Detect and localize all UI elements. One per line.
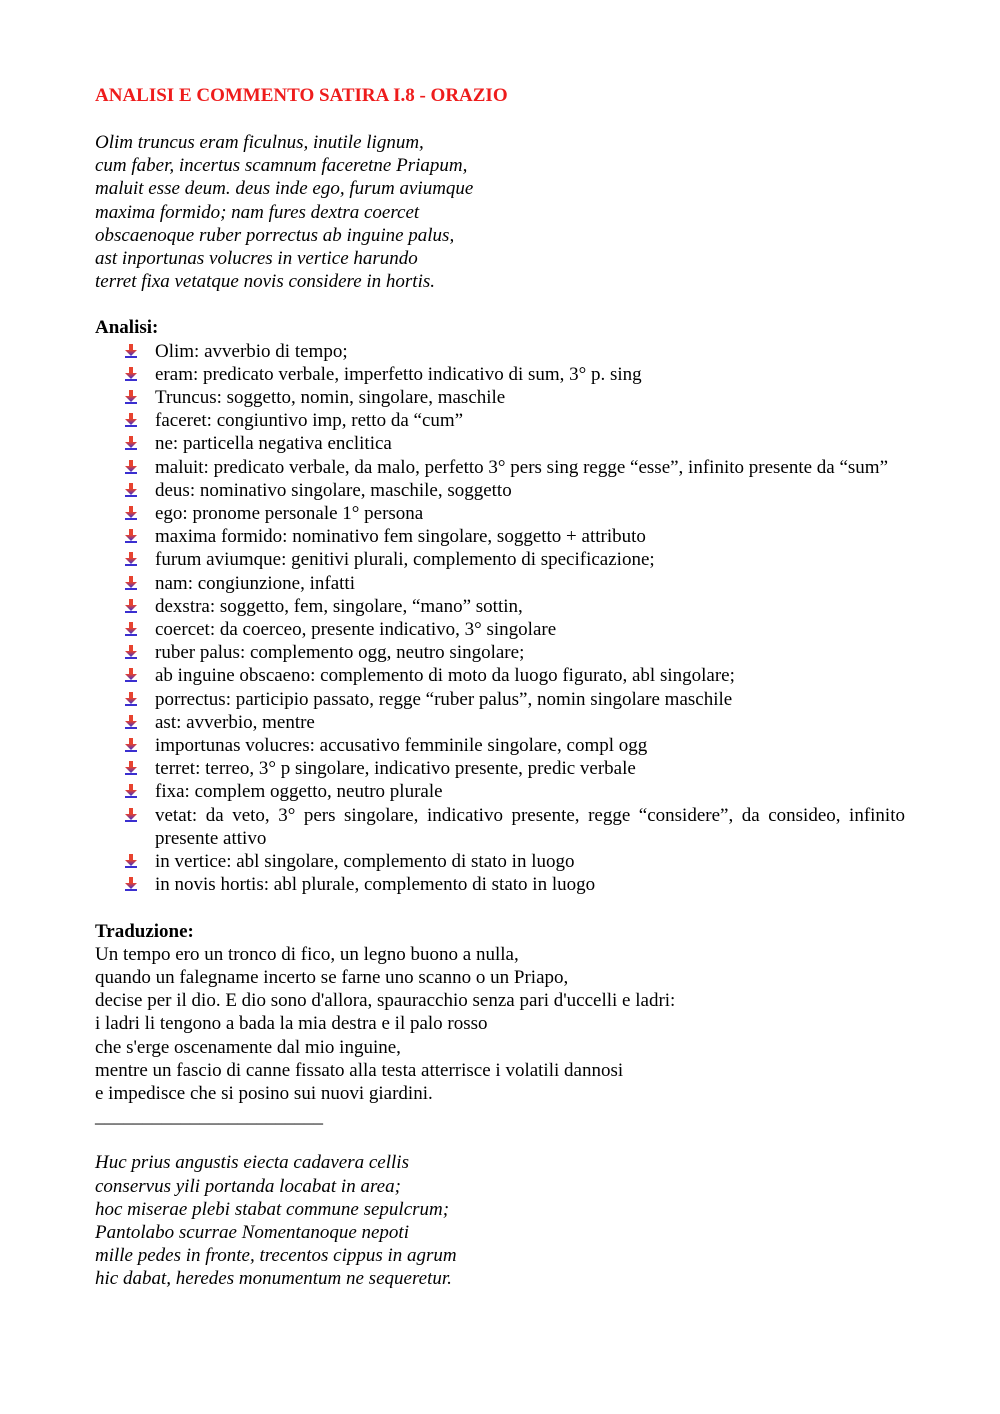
- translation-heading: Traduzione:: [95, 920, 194, 942]
- translation-line: decise per il dio. E dio sono d'allora, spauracchio senza pari d'uccelli e ladri:: [95, 990, 676, 1012]
- arrow-down-bullet-icon: [124, 622, 138, 636]
- verse-line: hic dabat, heredes monumentum ne sequeretur.: [95, 1268, 452, 1290]
- analysis-list: [95, 340, 905, 897]
- analysis-item: [155, 456, 905, 479]
- arrow-down-bullet-icon: [124, 692, 138, 706]
- verse-line: Huc prius angustis eiecta cadavera cellis: [95, 1152, 409, 1174]
- analysis-item-text: in novis hortis: abl plurale, complemento di stato in luogo: [155, 874, 596, 896]
- translation-line: i ladri li tengono a bada la mia destra e il palo rosso: [95, 1013, 488, 1035]
- analysis-item-text: ne: particella negativa enclitica: [155, 433, 392, 455]
- arrow-down-bullet-icon: [124, 715, 138, 729]
- analysis-item: [155, 432, 905, 455]
- analysis-item: [155, 525, 905, 548]
- analysis-item-text: porrectus: participio passato, regge “ruber palus”, nomin singolare maschile: [155, 688, 733, 710]
- analysis-item: [155, 595, 905, 618]
- translation-line: quando un falegname incerto se farne uno scanno o un Priapo,: [95, 966, 569, 988]
- analysis-item-text: eram: predicato verbale, imperfetto indicativo di sum, 3° p. sing: [155, 363, 642, 385]
- translation-line: e impedisce che si posino sui nuovi giardini.: [95, 1082, 433, 1104]
- arrow-down-bullet-icon: [124, 483, 138, 497]
- document-title: ANALISI E COMMENTO SATIRA I.8 - ORAZIO: [95, 85, 508, 106]
- analysis-item-text: ast: avverbio, mentre: [155, 711, 315, 733]
- arrow-down-bullet-icon: [124, 599, 138, 613]
- analysis-item: [155, 479, 905, 502]
- analysis-item: [155, 340, 905, 363]
- analysis-item-text: deus: nominativo singolare, maschile, soggetto: [155, 479, 512, 501]
- analysis-item-text: maluit: predicato verbale, da malo, perfetto 3° pers sing regge “esse”, infinito presente da “sum”: [155, 456, 889, 478]
- arrow-down-bullet-icon: [124, 413, 138, 427]
- arrow-down-bullet-icon: [124, 506, 138, 520]
- arrow-down-bullet-icon: [124, 877, 138, 891]
- verse-line: maxima formido; nam fures dextra coercet: [95, 201, 420, 223]
- document-page: [95, 84, 905, 1291]
- analysis-item-text: ruber palus: complemento ogg, neutro singolare;: [155, 642, 525, 664]
- analysis-item-text: nam: congiunzione, infatti: [155, 572, 355, 594]
- analysis-item: [155, 363, 905, 386]
- arrow-down-bullet-icon: [124, 390, 138, 404]
- analysis-item-text: faceret: congiuntivo imp, retto da “cum”: [155, 410, 464, 432]
- analysis-item-text: in vertice: abl singolare, complemento di stato in luogo: [155, 851, 575, 873]
- arrow-down-bullet-icon: [124, 808, 138, 822]
- arrow-down-bullet-icon: [124, 854, 138, 868]
- translation-line: Un tempo ero un tronco di fico, un legno buono a nulla,: [95, 943, 519, 965]
- analysis-item: [155, 711, 905, 734]
- translation-line: che s'erge oscenamente dal mio inguine,: [95, 1036, 401, 1058]
- verse-line: cum faber, incertus scamnum faceretne Priapum,: [95, 155, 468, 177]
- verse-line: Olim truncus eram ficulnus, inutile lignum,: [95, 132, 424, 153]
- verse-line: maluit esse deum. deus inde ego, furum aviumque: [95, 178, 474, 200]
- latin-verse-1: [95, 131, 905, 293]
- analysis-item: [155, 664, 905, 687]
- analysis-item: [155, 548, 905, 571]
- analysis-item-text: fixa: complem oggetto, neutro plurale: [155, 781, 443, 803]
- analysis-item-text: Truncus: soggetto, nomin, singolare, maschile: [155, 387, 506, 409]
- analysis-heading: Analisi:: [95, 317, 159, 339]
- arrow-down-bullet-icon: [124, 552, 138, 566]
- analysis-item-text: terret: terreo, 3° p singolare, indicativo presente, predic verbale: [155, 758, 636, 780]
- analysis-item-text: furum aviumque: genitivi plurali, complemento di specificazione;: [155, 549, 655, 571]
- analysis-item: [155, 804, 905, 850]
- analysis-item: [155, 873, 905, 896]
- verse-line: Pantolabo scurrae Nomentanoque nepoti: [95, 1221, 409, 1243]
- arrow-down-bullet-icon: [124, 529, 138, 543]
- arrow-down-bullet-icon: [124, 344, 138, 358]
- translation-text: [95, 943, 905, 1105]
- analysis-item-text: ab inguine obscaeno: complemento di moto da luogo figurato, abl singolare;: [155, 665, 735, 687]
- analysis-item: [155, 688, 905, 711]
- arrow-down-bullet-icon: [124, 367, 138, 381]
- verse-line: terret fixa vetatque novis considere in hortis.: [95, 271, 435, 293]
- arrow-down-bullet-icon: [124, 761, 138, 775]
- analysis-item: [155, 618, 905, 641]
- analysis-item-text: importunas volucres: accusativo femminile singolare, compl ogg: [155, 735, 648, 757]
- verse-line: ast inportunas volucres in vertice harundo: [95, 248, 418, 270]
- analysis-item: [155, 757, 905, 780]
- verse-line: hoc miserae plebi stabat commune sepulcrum;: [95, 1198, 450, 1220]
- arrow-down-bullet-icon: [124, 576, 138, 590]
- analysis-item-text: vetat: da veto, 3° pers singolare, indicativo presente, regge “considere”, da consideo, infinito presente attivo: [155, 804, 905, 849]
- analysis-item: [155, 502, 905, 525]
- verse-line: obscaenoque ruber porrectus ab inguine palus,: [95, 224, 455, 246]
- analysis-item: [155, 641, 905, 664]
- analysis-item-text: Olim: avverbio di tempo;: [155, 340, 348, 362]
- analysis-item: [155, 780, 905, 803]
- arrow-down-bullet-icon: [124, 738, 138, 752]
- analysis-item: [155, 850, 905, 873]
- analysis-item: [155, 409, 905, 432]
- analysis-item-text: coercet: da coerceo, presente indicativo, 3° singolare: [155, 619, 557, 641]
- analysis-item-text: maxima formido: nominativo fem singolare, soggetto + attributo: [155, 526, 646, 548]
- arrow-down-bullet-icon: [124, 784, 138, 798]
- verse-line: conservus yili portanda locabat in area;: [95, 1175, 401, 1197]
- arrow-down-bullet-icon: [124, 460, 138, 474]
- arrow-down-bullet-icon: [124, 668, 138, 682]
- latin-verse-2: [95, 1151, 905, 1290]
- verse-line: mille pedes in fronte, trecentos cippus in agrum: [95, 1245, 457, 1267]
- arrow-down-bullet-icon: [124, 436, 138, 450]
- analysis-item-text: dexstra: soggetto, fem, singolare, “mano” sottin,: [155, 595, 523, 617]
- arrow-down-bullet-icon: [124, 645, 138, 659]
- analysis-item-text: ego: pronome personale 1° persona: [155, 503, 424, 525]
- translation-line: mentre un fascio di canne fissato alla testa atterrisce i volatili dannosi: [95, 1059, 624, 1081]
- separator-line: ________________________: [95, 1106, 323, 1128]
- analysis-item: [155, 386, 905, 409]
- analysis-item: [155, 572, 905, 595]
- analysis-item: [155, 734, 905, 757]
